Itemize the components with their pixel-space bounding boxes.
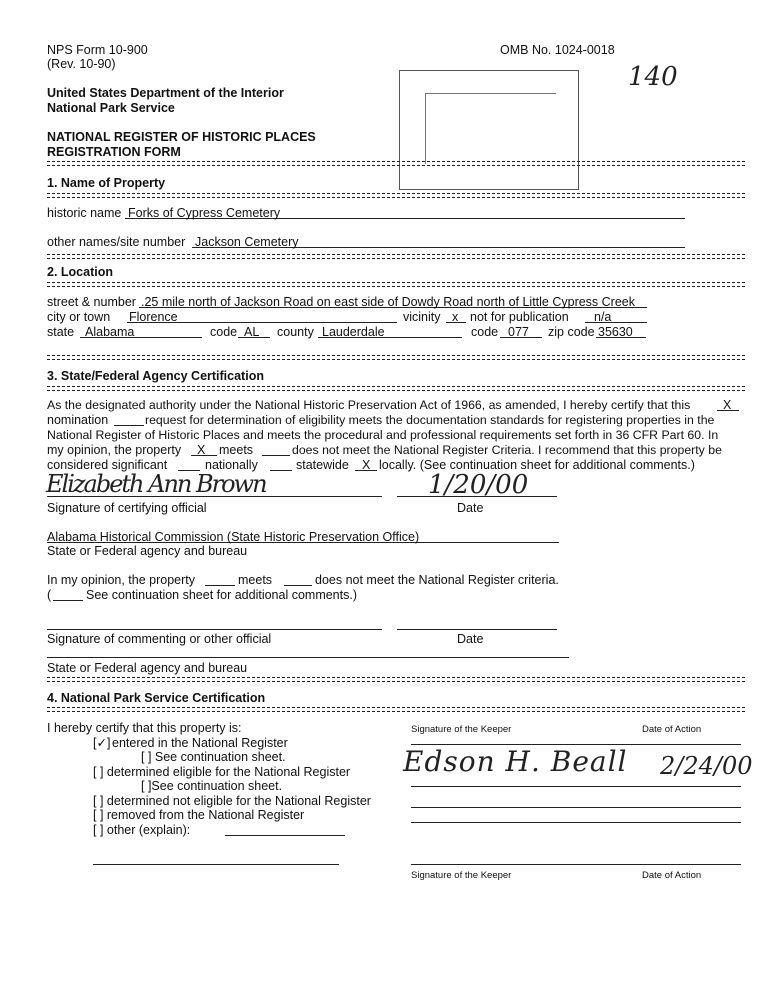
- statewide-label: statewide: [296, 458, 349, 472]
- entry-line-2[interactable]: [411, 795, 741, 808]
- commenting-opinion-label: In my opinion, the property: [47, 573, 195, 587]
- section1-heading: 1. Name of Property: [47, 176, 166, 190]
- zip-field[interactable]: [596, 323, 646, 338]
- entered-checkbox[interactable]: [✓]: [93, 736, 111, 750]
- significance-label: considered significant: [47, 458, 168, 472]
- meets-checkbox[interactable]: [191, 441, 217, 456]
- state-code-value: AL: [244, 325, 260, 339]
- not-for-publication-field[interactable]: [585, 308, 647, 323]
- determined-eligible-option[interactable]: [ ] determined eligible for the National Register: [93, 765, 351, 779]
- commenting-meets-checkbox[interactable]: [205, 571, 235, 586]
- continuation-label: See continuation sheet for additional comments.): [86, 588, 357, 602]
- section4-heading: 4. National Park Service Certification: [47, 691, 266, 705]
- county-code-field[interactable]: [500, 323, 542, 338]
- form-title: NATIONAL REGISTER OF HISTORIC PLACES: [47, 130, 316, 144]
- does-not-meet-checkbox[interactable]: [262, 441, 290, 456]
- zip-label: zip code: [548, 325, 595, 339]
- section-divider: [47, 282, 745, 287]
- state-code-label: code: [210, 325, 238, 339]
- section-divider: [47, 161, 745, 166]
- state-code-field[interactable]: [238, 323, 270, 338]
- statewide-checkbox[interactable]: [270, 456, 292, 471]
- handwritten-page-note: 140: [628, 62, 678, 92]
- entry-line-3[interactable]: [411, 810, 741, 823]
- receipt-stamp-box: [399, 70, 579, 190]
- street-value: .25 mile north of Jackson Road on east side of Dowdy Road north of Little Cypress Creek: [141, 295, 636, 309]
- certifying-date-value: 1/20/00: [428, 470, 529, 500]
- commenting-agency-line[interactable]: [47, 645, 569, 658]
- action-date-label: Date of Action: [642, 724, 702, 735]
- agency-value: Alabama Historical Commission (State Historic Preservation Office): [47, 530, 420, 544]
- certification-text-line4: does not meet the National Register Criteria. I recommend that this property be: [292, 443, 722, 457]
- eligible-continuation[interactable]: [ ]See continuation sheet.: [141, 779, 283, 793]
- vicinity-field[interactable]: [446, 308, 466, 323]
- county-code-label: code: [471, 325, 499, 339]
- other-explain-line2[interactable]: [93, 852, 339, 865]
- action-date-label-2: Date of Action: [642, 870, 702, 881]
- continuation-checkbox[interactable]: [53, 586, 83, 601]
- state-label: state: [47, 325, 75, 339]
- locally-checkbox[interactable]: [355, 456, 377, 471]
- county-value: Lauderdale: [322, 325, 385, 339]
- certifying-official-signature: Elizabeth Ann Brown: [46, 470, 266, 498]
- nomination-label: nomination: [47, 413, 109, 427]
- historic-name-value: Forks of Cypress Cemetery: [128, 206, 281, 220]
- historic-name-label: historic name: [47, 206, 122, 220]
- certification-text-line3: National Register of Historic Places and meets the procedural and professional requirements set forth in 36 CFR Part 60. In: [47, 428, 719, 442]
- vicinity-value: x: [452, 310, 459, 324]
- certifying-signature-label: Signature of certifying official: [47, 501, 207, 515]
- keeper-signature-label-2: Signature of the Keeper: [411, 870, 512, 881]
- other-option[interactable]: [ ] other (explain):: [93, 823, 191, 837]
- commenting-date-label: Date: [457, 632, 484, 646]
- agency-label: State or Federal agency and bureau: [47, 544, 248, 558]
- section-divider: [47, 355, 745, 360]
- other-names-label: other names/site number: [47, 235, 186, 249]
- zip-value: 35630: [598, 325, 633, 339]
- keeper-signature-line-2[interactable]: [411, 852, 741, 865]
- commenting-date-line[interactable]: [397, 617, 557, 630]
- form-subtitle: REGISTRATION FORM: [47, 145, 181, 159]
- street-field[interactable]: [139, 293, 647, 308]
- form-number: NPS Form 10-900: [47, 43, 148, 57]
- nps-certify-intro: I hereby certify that this property is:: [47, 721, 242, 735]
- certifying-signature-line[interactable]: [47, 484, 382, 497]
- state-value: Alabama: [85, 325, 135, 339]
- service-name: National Park Service: [47, 101, 175, 115]
- state-field[interactable]: [80, 323, 202, 338]
- meets-mark: X: [197, 443, 206, 457]
- certifying-date-label: Date: [457, 501, 484, 515]
- agency-field[interactable]: [47, 528, 559, 543]
- locally-mark: X: [362, 458, 371, 472]
- certifying-date-line[interactable]: [397, 484, 557, 497]
- entered-label: entered in the National Register: [112, 736, 288, 750]
- keeper-signature-line[interactable]: [411, 732, 741, 745]
- certification-text-line1: As the designated authority under the National Historic Preservation Act of 1966, as amended, I hereby certify that this: [47, 398, 691, 412]
- other-names-value: Jackson Cemetery: [195, 235, 299, 249]
- other-names-field[interactable]: [192, 233, 685, 248]
- commenting-signature-line[interactable]: [47, 617, 382, 630]
- commenting-meets-label: meets: [238, 573, 273, 587]
- nomination-checkbox[interactable]: [717, 396, 739, 411]
- commenting-agency-label: State or Federal agency and bureau: [47, 661, 248, 675]
- city-field[interactable]: [127, 308, 397, 323]
- locally-label: locally. (See continuation sheet for additional comments.): [379, 458, 695, 472]
- commenting-does-not-meet-checkbox[interactable]: [284, 571, 312, 586]
- nationally-checkbox[interactable]: [178, 456, 200, 471]
- omb-number: OMB No. 1024-0018: [500, 43, 615, 57]
- action-date-value: 2/24/00: [660, 752, 753, 780]
- keeper-signature-label: Signature of the Keeper: [411, 724, 512, 735]
- section-divider: [47, 254, 745, 259]
- county-field[interactable]: [318, 323, 462, 338]
- form-revision: (Rev. 10-90): [47, 57, 116, 71]
- historic-name-field[interactable]: [125, 204, 685, 219]
- department-name: United States Department of the Interior: [47, 86, 284, 100]
- city-label: city or town: [47, 310, 111, 324]
- county-code-value: 077: [508, 325, 529, 339]
- not-for-publication-value: n/a: [594, 310, 612, 324]
- commenting-criteria-label: does not meet the National Register criteria.: [315, 573, 559, 587]
- street-label: street & number: [47, 295, 136, 309]
- request-checkbox[interactable]: [114, 411, 144, 426]
- meets-label: meets: [219, 443, 254, 457]
- keeper-signature: Edson H. Beall: [403, 745, 628, 778]
- removed-option[interactable]: [ ] removed from the National Register: [93, 808, 305, 822]
- section3-heading: 3. State/Federal Agency Certification: [47, 369, 264, 383]
- not-for-publication-label: not for publication: [470, 310, 569, 324]
- section-divider: [47, 193, 745, 198]
- open-paren: (: [47, 588, 52, 602]
- county-label: county: [277, 325, 314, 339]
- section-divider: [47, 386, 745, 391]
- entry-line-1[interactable]: [411, 774, 741, 787]
- not-eligible-option[interactable]: [ ] determined not eligible for the National Register: [93, 794, 371, 808]
- nomination-mark: X: [723, 398, 732, 412]
- other-explain-field[interactable]: [225, 823, 345, 836]
- certification-text-line2: request for determination of eligibility meets the documentation standards for registering properties in the: [145, 413, 715, 427]
- section-divider: [47, 677, 745, 682]
- opinion-label: my opinion, the property: [47, 443, 182, 457]
- commenting-signature-label: Signature of commenting or other official: [47, 632, 272, 646]
- nationally-label: nationally: [205, 458, 258, 472]
- section-divider: [47, 707, 745, 712]
- vicinity-label: vicinity: [403, 310, 441, 324]
- city-value: Florence: [129, 310, 178, 324]
- section2-heading: 2. Location: [47, 265, 113, 279]
- entered-continuation[interactable]: [ ] See continuation sheet.: [141, 750, 286, 764]
